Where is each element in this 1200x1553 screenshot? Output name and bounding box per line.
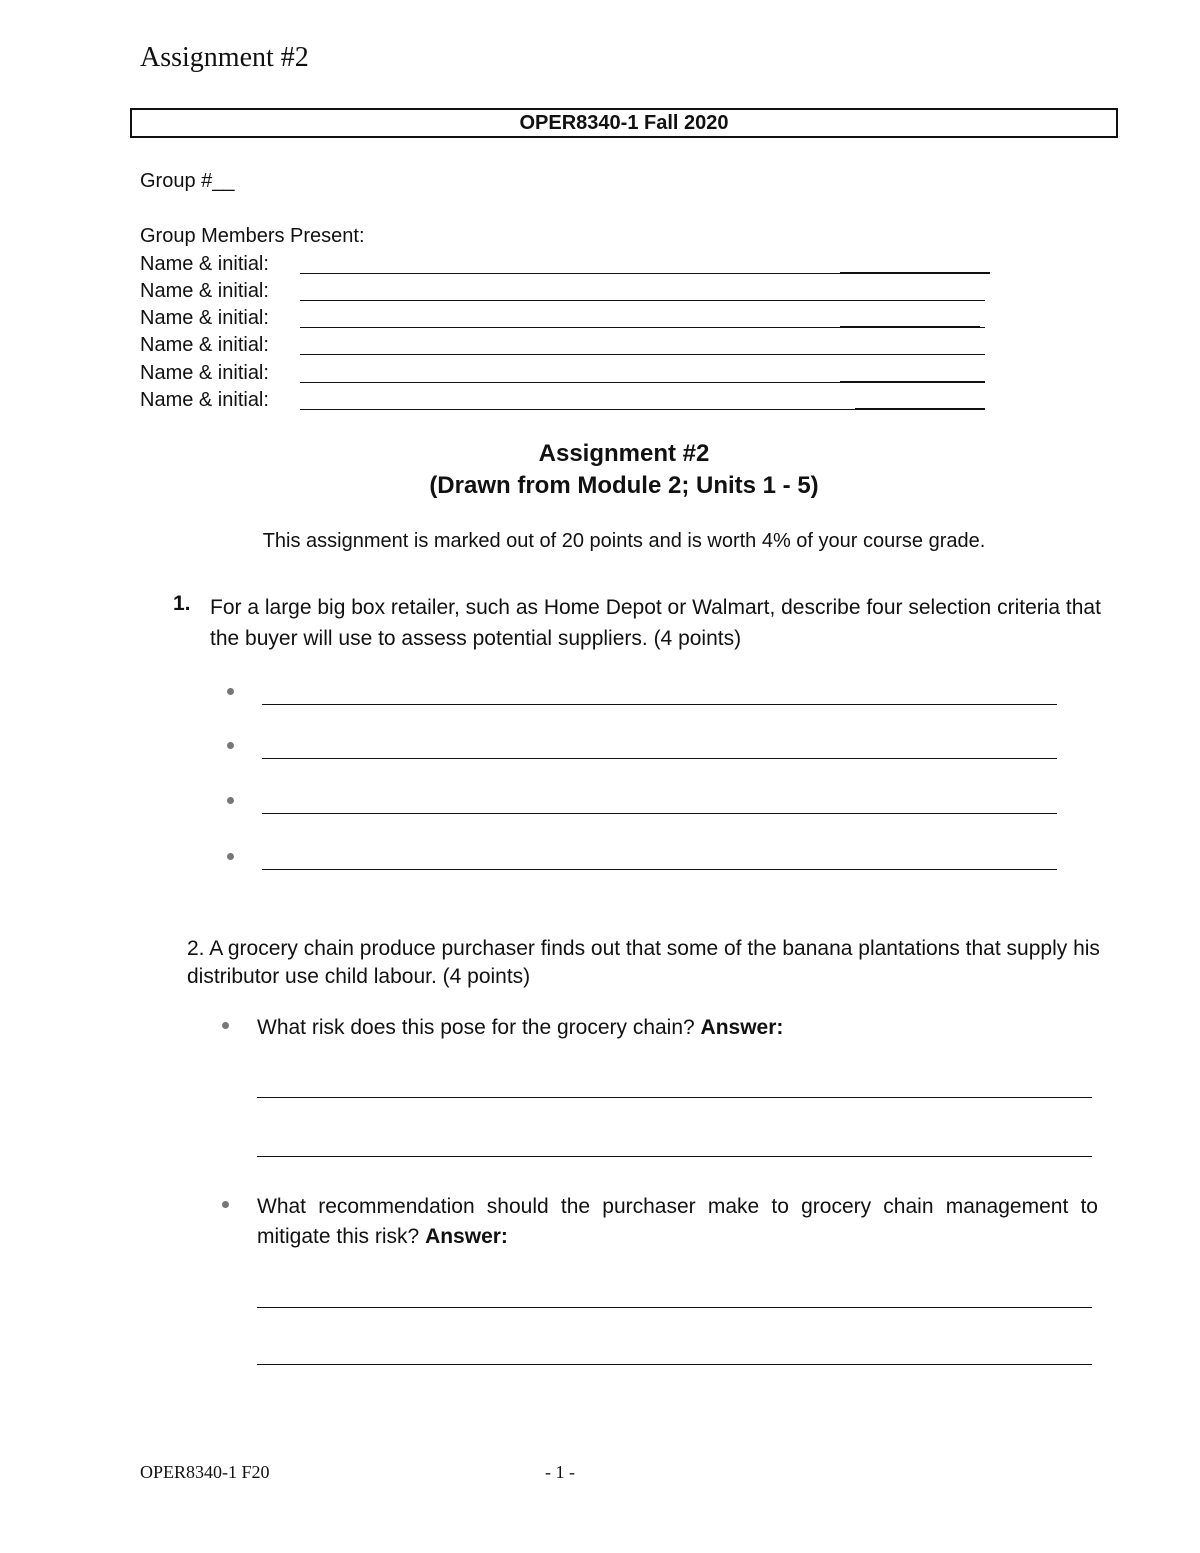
assignment-heading: Assignment #2 — [538, 440, 710, 467]
answer-line[interactable] — [257, 1307, 1092, 1308]
assignment-subheading: (Drawn from Module 2; Units 1 - 5) — [429, 472, 819, 499]
initial-blank-line[interactable] — [840, 326, 980, 328]
name-initial-row[interactable] — [140, 333, 275, 357]
course-title-box — [130, 108, 1118, 138]
question-2-text: 2. A grocery chain produce purchaser finds out that some of the banana plantations that supply his distributor use child labour. (4 points) — [187, 937, 1100, 988]
answer-label: Answer: — [700, 1016, 784, 1039]
bullet-icon — [227, 853, 234, 860]
answer-line[interactable] — [262, 869, 1057, 870]
assignment-intro: This assignment is marked out of 20 points and is worth 4% of your course grade. — [262, 530, 986, 552]
name-initial-label: Name & initial: — [140, 253, 275, 275]
name-initial-label: Name & initial: — [140, 307, 275, 329]
group-members-label: Group Members Present: — [140, 225, 365, 247]
name-initial-row[interactable] — [140, 252, 275, 276]
question-2a — [257, 1013, 1102, 1043]
bullet-icon — [227, 688, 234, 695]
question-2b-text: What recommendation should the purchaser make to grocery chain management to mitigate this risk? — [257, 1195, 1098, 1248]
question-2b — [257, 1192, 1098, 1252]
footer-course-code: OPER8340-1 F20 — [140, 1462, 270, 1482]
initial-blank-line[interactable] — [840, 381, 985, 383]
answer-line[interactable] — [257, 1156, 1092, 1157]
bullet-icon — [227, 797, 234, 804]
answer-line[interactable] — [257, 1364, 1092, 1365]
name-initial-row[interactable] — [140, 279, 275, 303]
name-initial-label: Name & initial: — [140, 362, 275, 384]
name-initial-label: Name & initial: — [140, 280, 275, 302]
document-header-title: Assignment #2 — [140, 42, 309, 73]
initial-blank-line[interactable] — [840, 272, 990, 274]
course-title: OPER8340-1 Fall 2020 — [519, 111, 729, 134]
question-1-text: For a large big box retailer, such as Home Depot or Walmart, describe four selection criteria that the buyer will use to assess potential suppliers. (4 points) — [210, 596, 1101, 650]
bullet-icon — [222, 1201, 229, 1208]
question-1-number: 1. — [173, 592, 191, 615]
page-number: - 1 - — [545, 1462, 575, 1482]
name-initial-row[interactable] — [140, 361, 275, 385]
bullet-icon — [222, 1022, 229, 1029]
name-initial-label: Name & initial: — [140, 389, 275, 411]
answer-line[interactable] — [262, 813, 1057, 814]
bullet-icon — [227, 742, 234, 749]
answer-line[interactable] — [257, 1097, 1092, 1098]
name-initial-row[interactable] — [140, 306, 275, 330]
initial-blank-line[interactable] — [855, 408, 985, 410]
name-blank-line[interactable] — [300, 300, 985, 301]
answer-line[interactable] — [262, 704, 1057, 705]
question-2a-text: What risk does this pose for the grocery chain? — [257, 1016, 701, 1039]
name-initial-row[interactable] — [140, 388, 275, 412]
answer-label: Answer: — [425, 1225, 508, 1248]
name-initial-label: Name & initial: — [140, 334, 275, 356]
group-number-field[interactable]: Group #__ — [140, 170, 235, 192]
name-blank-line[interactable] — [300, 354, 985, 355]
answer-line[interactable] — [262, 758, 1057, 759]
